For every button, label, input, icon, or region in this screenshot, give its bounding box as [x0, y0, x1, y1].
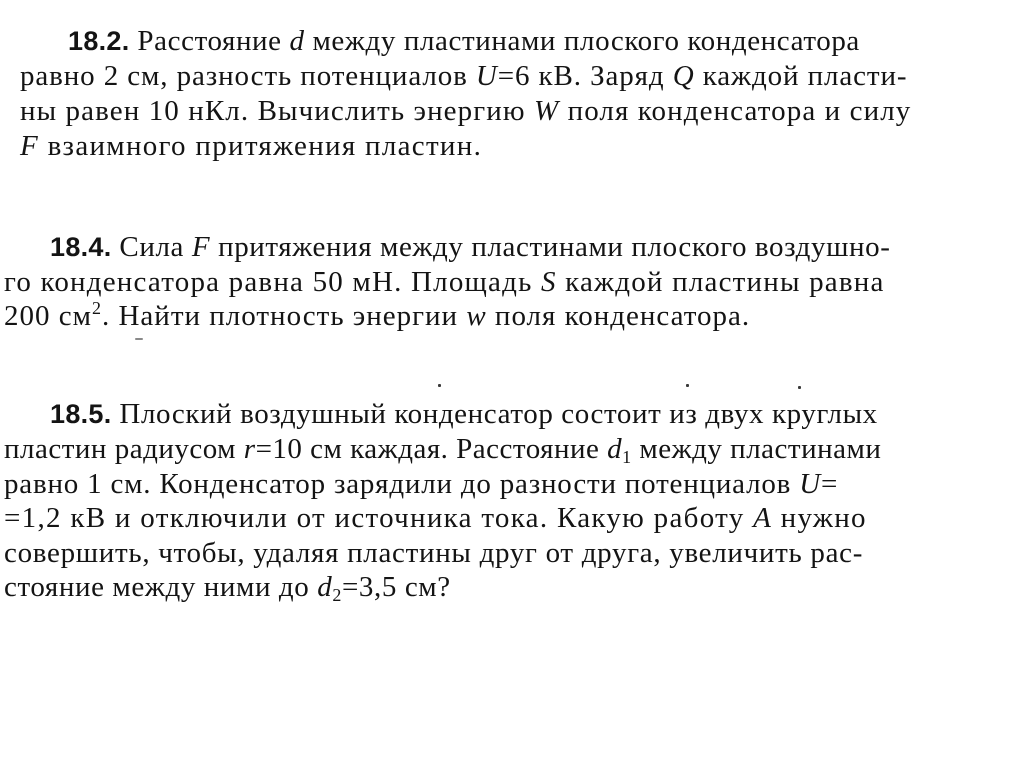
- math-variable: w: [466, 300, 487, 332]
- problem-number: 18.5.: [50, 399, 112, 429]
- problem-line: равно 1 см. Конденсатор зарядили до разности потенциалов U=: [4, 468, 839, 500]
- problem-line: F взаимного притяжения пластин.: [20, 130, 483, 162]
- problem-number: 18.2.: [68, 26, 130, 56]
- problem-number: 18.4.: [50, 232, 112, 262]
- problem-line: [50, 230, 891, 264]
- problem-line: [68, 24, 860, 58]
- math-variable: d: [317, 571, 333, 603]
- math-variable: F: [20, 130, 40, 162]
- math-variable: U: [475, 60, 498, 92]
- math-variable: W: [533, 95, 560, 127]
- problem-line: [50, 397, 878, 431]
- problem-line: го конденсатора равна 50 мН. Площадь S каждой пластины равна: [4, 266, 885, 298]
- math-variable: Q: [672, 60, 695, 92]
- problem-line: совершить, чтобы, удаляя пластины друг от друга, увеличить рас-: [4, 537, 864, 569]
- problem-line: =1,2 кВ и отключили от источника тока. Какую работу A нужно: [4, 502, 867, 534]
- problem-text: Расстояние d между пластинами плоского конденсатора: [137, 25, 860, 57]
- problem-text: Сила F притяжения между пластинами плоского воздушно-: [119, 231, 891, 263]
- scan-speck: [798, 386, 801, 389]
- problem-line: пластин радиусом r=10 см каждая. Расстояние $d_1$ между пластинами: [4, 433, 882, 467]
- math-variable: r: [243, 433, 256, 465]
- math-variable: d: [289, 25, 305, 57]
- problem-line: равно 2 см, разность потенциалов U=6 кВ. Заряд Q каждой пласти-: [20, 60, 908, 92]
- math-variable: d: [607, 433, 623, 465]
- math-variable: S: [540, 266, 557, 298]
- math-variable: F: [191, 231, 211, 263]
- problem-text: Плоский воздушный конденсатор состоит из двух круглых: [119, 398, 878, 430]
- math-variable: A: [753, 502, 773, 534]
- problem-line: 200 $см^2$. Найти плотность энергии w поля конденсатора.: [4, 298, 751, 332]
- subscript: 1: [622, 447, 632, 467]
- subscript: 2: [332, 585, 342, 605]
- math-variable: U: [799, 468, 821, 500]
- superscript: 2: [91, 298, 102, 318]
- scan-speck: [135, 338, 143, 340]
- problem-line: ны равен 10 нКл. Вычислить энергию W поля конденсатора и силу: [20, 95, 912, 127]
- scan-speck: [438, 384, 441, 387]
- scan-speck: [686, 384, 689, 387]
- problem-line: стояние между ними до $d_2=3,5$ см?: [4, 571, 451, 605]
